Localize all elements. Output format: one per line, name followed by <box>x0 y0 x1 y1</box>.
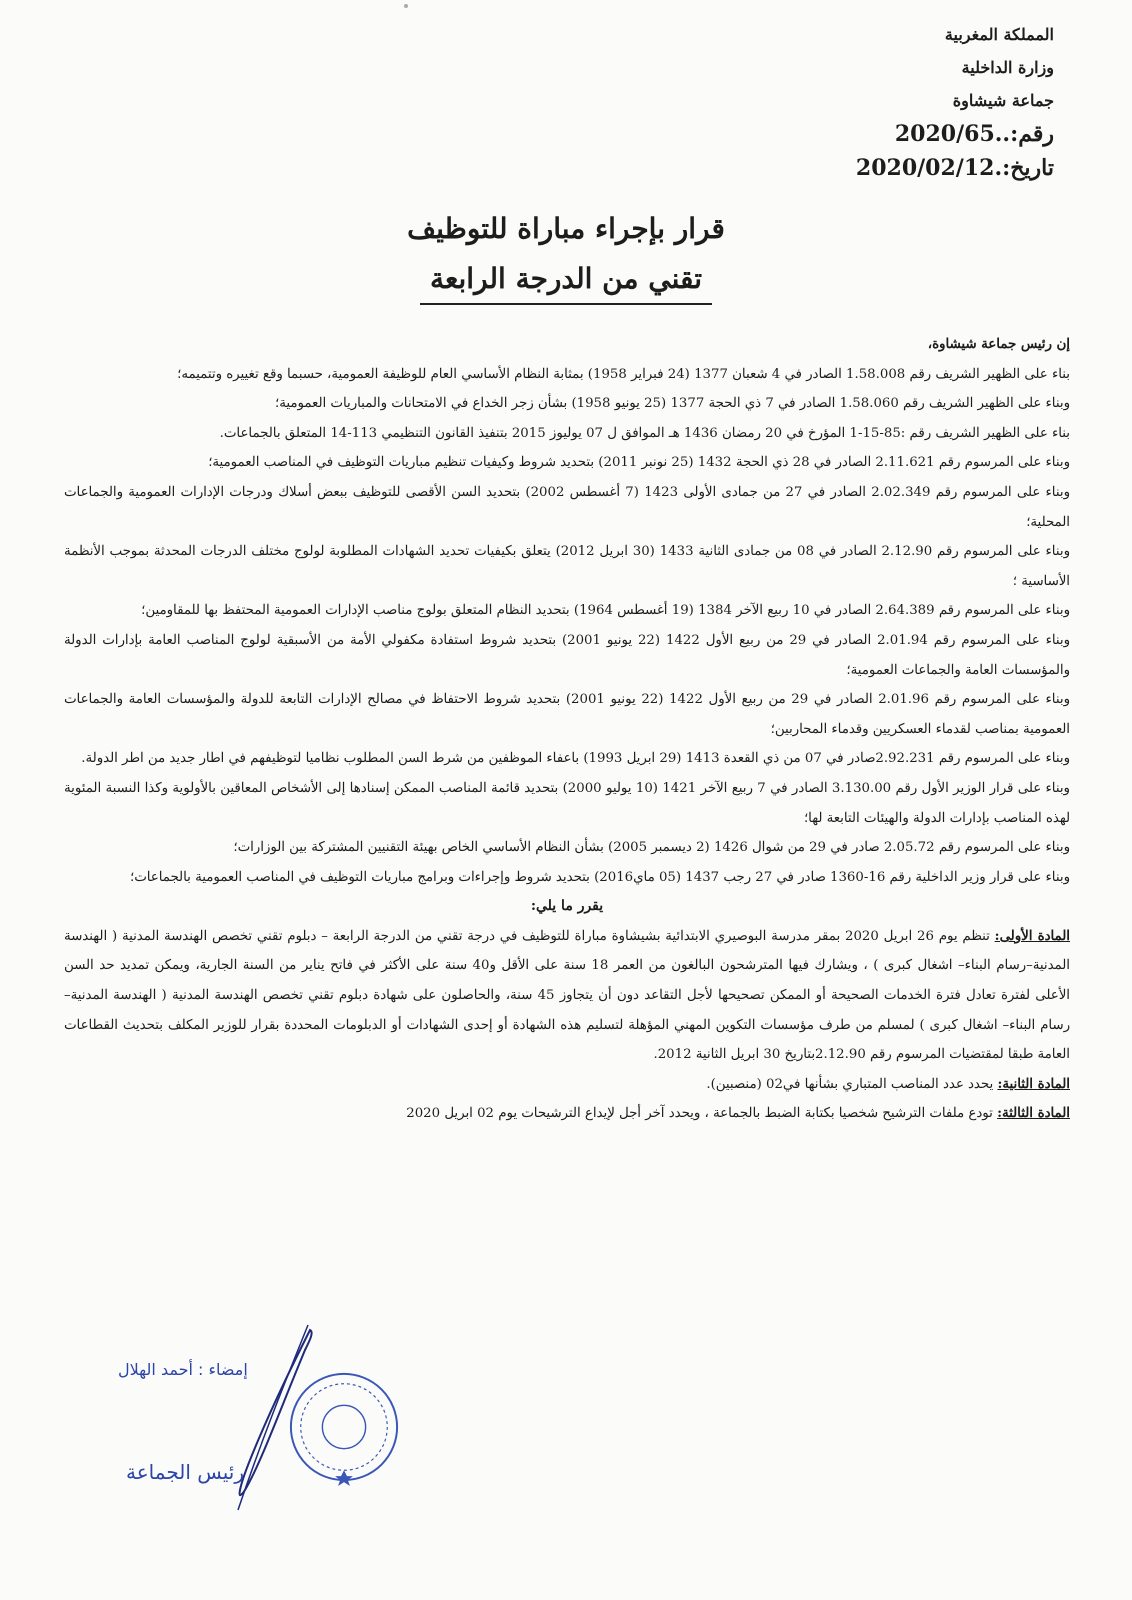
scan-speck <box>404 4 408 8</box>
consideration-paragraph: وبناء على المرسوم رقم 2.01.96 الصادر في 29 من ربيع الأول 1422 (22 يونيو 2001) بتحديد شروط الاحتفاظ في مصالح الإدارات التابعة للدولة والمؤسسات العامة والجماعات العمومية بمناصب لقدماء العسكريين وقدماء المحاربين؛ <box>64 692 1070 737</box>
signatory-name: إمضاء : أحمد الهلال <box>118 1360 248 1379</box>
consideration-paragraph: وبناء على قرار الوزير الأول رقم 3.130.00 الصادر في 7 ربيع الآخر 1421 (10 يوليو 2000) بتحديد قائمة المناصب الممكن إسنادها إلى الأشخاص المعاقين بالأولوية وكذا النسبة المئوية لهذه المناصب بإدارات الدولة والهيئات التابعة لها؛ <box>64 780 1070 826</box>
article-label: المادة الثالثة: <box>997 1106 1070 1122</box>
article-third <box>64 1099 1070 1129</box>
consideration-paragraph: وبناء على المرسوم رقم 2.01.94 الصادر في 29 من ربيع الأول 1422 (22 يونيو 2001) بتحديد شروط استفادة مكفولي الأمة من الأسبقية لولوج المناصب العامة بإدارات الدولة والمؤسسات العامة والجماعات العمومية؛ <box>64 632 1071 678</box>
opening-line: إن رئيس جماعة شيشاوة، <box>927 337 1070 352</box>
article-text: تنظم يوم 26 ابريل 2020 بمقر مدرسة البوصيري الابتدائية بشيشاوة مباراة للتوظيف في درجة تقني من الدرجة الرابعة – دبلوم تقني تخصص الهندسة المدنية ( الهندسة المدنية–رسام البناء– اشغال كبرى ) ، ويشارك فيها المترشحون البالغون من العمر 18 سنة على الأقل و40 سنة على الأكثر في فاتح يناير من السنة الجارية، ويمكن تمديد حد السن الأعلى لفترة تعادل فترة الخدمات الصحيحة أو الممكن تصحيحها لأجل التقاعد دون أن يتجاوز 45 سنة، والحاصلون على شهادة دبلوم تقني تخصص الهندسة المدنية ( الهندسة المدنية–رسام البناء– اشغال كبرى ) لمسلم من طرف مؤسسات التكوين المهني المؤهلة لتسليم هذه الشهادة أو إحدى الشهادات أو الدبلومات المحددة بقرار للوزير المكلف بتحديث القطاعات العامة طبقا لمقتضيات المرسوم رقم 2.12.90بتاريخ 30 ابريل الثانية 2012. <box>64 928 1070 1063</box>
reference-label: رقم:.. <box>994 121 1054 147</box>
consideration-paragraph: وبناء على المرسوم رقم 2.02.349 الصادر في 27 من جمادى الأولى 1423 (7 أغسطس 2002) بتحديد السن الأقصى للتوظيف ببعض أسلاك ودرجات الإدارات العمومية والجماعات المحلية؛ <box>64 484 1070 530</box>
consideration-paragraph: وبناء على الظهير الشريف رقم 1.58.060 الصادر في 7 ذي الحجة 1377 (25 يونيو 1958) بشأن زجر الخداع في الامتحانات والمباريات العمومية؛ <box>275 396 1070 412</box>
article-text: تودع ملفات الترشيح شخصيا بكتابة الضبط بالجماعة ، ويحدد آخر أجل لإيداع الترشيحات يوم 02 ابريل 2020 <box>406 1106 993 1122</box>
signatory-title: رئيس الجماعة <box>126 1460 244 1484</box>
decision-subtitle <box>0 262 1132 295</box>
reference-number: 2020/65 <box>894 121 995 147</box>
consideration-paragraph: وبناء على المرسوم رقم 2.05.72 صادر في 29 من شوال 1426 (2 ديسمبر 2005) بشأن النظام الأساسي الخاص بهيئة التقنيين المشتركة بين الوزارات؛ <box>233 840 1070 856</box>
ministry-label: وزارة الداخلية <box>961 58 1054 77</box>
date-value: 2020/02/12 <box>855 155 995 181</box>
kingdom-label: المملكة المغربية <box>944 25 1054 44</box>
consideration-paragraph: بناء على الظهير الشريف رقم 1.58.008 الصادر في 4 شعبان 1377 (24 فبراير 1958) بمثابة النظام الأساسي العام للوظيفة العمومية، حسبما وقع تغييره وتتميمه؛ <box>177 366 1070 382</box>
consideration-paragraph: وبناء على المرسوم رقم 2.12.90 الصادر في 08 من جمادى الثانية 1433 (30 ابريل 2012) يتعلق بكيفيات تحديد الشهادات المطلوبة لولوج مختلف الدرجات المحدثة بموجب الأنظمة الأساسية ؛ <box>64 544 1070 589</box>
date-line <box>694 151 1054 185</box>
consideration-paragraph: وبناء على المرسوم رقم 2.11.621 الصادر في 28 ذي الحجة 1432 (25 نونبر 2011) بتحديد شروط وكيفيات تنظيم مباريات التوظيف في المناصب العمومية؛ <box>208 455 1070 471</box>
signature-block <box>0 1340 420 1560</box>
article-second <box>64 1070 1070 1100</box>
decision-title: قرار بإجراء مباراة للتوظيف <box>407 212 725 245</box>
document-header <box>694 18 1054 185</box>
consideration-paragraph: بناء على الظهير الشريف رقم :85-15-1 المؤرخ في 20 رمضان 1436 هـ الموافق ل 07 يوليوز 2015 بتنفيذ القانون التنظيمي 113-14 المتعلق بالجماعات. <box>219 425 1070 441</box>
consideration-paragraph: وبناء على المرسوم رقم 2.92.231صادر في 07 من ذي القعدة 1413 (29 ابريل 1993) باعفاء الموظفين من شرط السن المطلوب نظاميا لتوظيفهم في اطار جديد من اطر الدولة. <box>81 751 1070 767</box>
reference-line <box>694 117 1054 151</box>
consideration-paragraph: وبناء على المرسوم رقم 2.64.389 الصادر في 10 ربيع الآخر 1384 (19 أغسطس 1964) بتحديد النظام المتعلق بولوج مناصب الإدارات العمومية المحتفظ بها للمقاومين؛ <box>141 603 1070 619</box>
document-body <box>64 330 1070 1129</box>
decision-subtitle-text: تقني من الدرجة الرابعة <box>420 262 712 305</box>
article-label: المادة الأولى: <box>994 928 1070 944</box>
consideration-paragraph: وبناء على قرار وزير الداخلية رقم 16-1360 صادر في 27 رجب 1437 (05 ماي2016) بتحديد شروط وإجراءات وبرامج مباريات التوظيف في المناصب العمومية بالجماعات؛ <box>130 869 1070 885</box>
date-label: تاريخ:. <box>994 155 1054 181</box>
article-first <box>64 922 1070 1070</box>
article-text: يحدد عدد المناصب المتباري بشأنها في02 (منصبين). <box>706 1076 994 1092</box>
decides-heading: يقرر ما يلي: <box>530 898 604 915</box>
commune-label: جماعة شيشاوة <box>952 91 1054 110</box>
handwritten-signature-icon <box>210 1320 330 1520</box>
article-label: المادة الثانية: <box>997 1076 1070 1092</box>
